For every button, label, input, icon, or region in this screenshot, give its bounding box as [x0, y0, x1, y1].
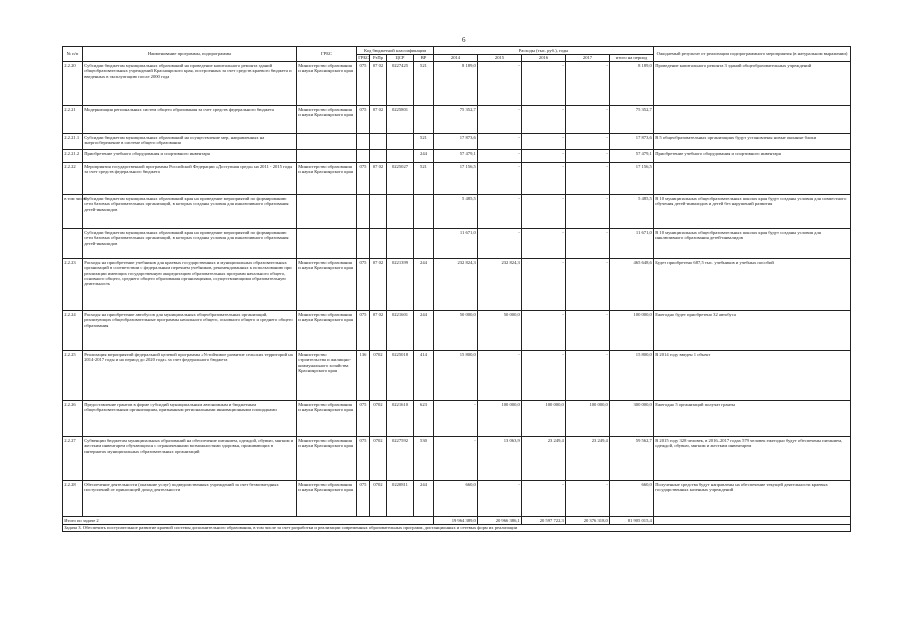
table-row: [63, 401, 851, 437]
row-result: Ежегодно 5 организаций получат гранты: [654, 401, 851, 437]
row-code-vr: 521: [414, 62, 434, 106]
row-grbs: Министерство образования и науки Красноярского края: [297, 311, 357, 351]
task-3-heading: Задача 3. Обеспечить поступательное развитие краевой системы дополнительного образования, в том числе за счет разработки и реализации современных образовательных программ, дистанционных и сетевых форм их реализации: [63, 524, 851, 532]
row-result: Ежегодно будет приобретено 32 автобуса: [654, 311, 851, 351]
row-code-rzpr: 07 02: [370, 311, 387, 351]
row-y2015: 232 824,3: [478, 259, 522, 311]
row-grbs: Министерство образования и науки Красноярского края: [297, 437, 357, 481]
row-code-grbs: 075: [357, 437, 370, 481]
row-grbs: Министерство образования и науки Красноярского края: [297, 62, 357, 106]
header-result: Ожидаемый результат от реализации подпрограммного мероприятия (в натуральном выражении): [654, 47, 851, 62]
table-row: [63, 163, 851, 195]
row-y2017: -: [566, 259, 610, 311]
row-total: 75 352,7: [610, 106, 654, 134]
row-total: 100 000,0: [610, 311, 654, 351]
row-result: [654, 106, 851, 134]
row-code-rzpr: 07 02: [370, 163, 387, 195]
row-code-csr: 0227592: [387, 437, 414, 481]
row-result: В 10 муниципальных общеобразовательных школах края будут созданы условия для совместного обучения детей-инвалидов и детей без нарушений развития: [654, 195, 851, 229]
row-result: [654, 163, 851, 195]
row-name: Субсидии бюджетам муниципальных образований на осуществление мер, направленных на энергосбережение в системе общего образования: [83, 134, 297, 150]
row-grbs: Министерство образования и науки Красноярского края: [297, 259, 357, 311]
row-code-grbs: [357, 134, 370, 150]
row-code-grbs: [357, 150, 370, 163]
row-y2016: -: [522, 150, 566, 163]
row-code-vr: 521: [414, 134, 434, 150]
row-code-vr: [414, 195, 434, 229]
row-code-csr: 0225018: [387, 351, 414, 401]
row-code-grbs: 075: [357, 401, 370, 437]
row-code-rzpr: [370, 150, 387, 163]
row-y2015: -: [478, 481, 522, 517]
row-y2016: -: [522, 259, 566, 311]
header-sub-grbs: ГРБС: [358, 55, 370, 61]
row-num: 2.2.21.1: [63, 134, 83, 150]
row-code-csr: 0225027: [387, 163, 414, 195]
row-code-grbs: 136: [357, 351, 370, 401]
row-total: 11 671,0: [610, 229, 654, 259]
budget-table: [62, 46, 851, 532]
row-y2015: -: [478, 150, 522, 163]
row-code-vr: 244: [414, 150, 434, 163]
row-code-rzpr: [370, 229, 387, 259]
row-y2015: -: [478, 62, 522, 106]
row-grbs: [297, 150, 357, 163]
row-y2016: 23 249,4: [522, 437, 566, 481]
row-y2017: -: [566, 195, 610, 229]
row-grbs: [297, 134, 357, 150]
row-code-vr: 244: [414, 311, 434, 351]
row-code-vr: [414, 106, 434, 134]
row-code-grbs: [357, 229, 370, 259]
row-result: Полученные средства будут направлены на обеспечение текущей деятельности краевых государственных казенных учреждений: [654, 481, 851, 517]
row-code-csr: 0221399: [387, 259, 414, 311]
row-code-grbs: 075: [357, 163, 370, 195]
row-result: Будет приобретено 687,5 тыс. учебников и учебных пособий: [654, 259, 851, 311]
row-y2014: 5 485,5: [434, 195, 478, 229]
row-result: Проведение капитального ремонта 3 зданий общеобразовательных учреждений: [654, 62, 851, 106]
row-total: 59 562,7: [610, 437, 654, 481]
table-row: [63, 311, 851, 351]
row-y2016: 100 000,0: [522, 401, 566, 437]
row-code-vr: 530: [414, 437, 434, 481]
row-code-rzpr: 0702: [370, 351, 387, 401]
totals-y2016: 20 597 722,3: [522, 517, 566, 525]
row-y2016: -: [522, 351, 566, 401]
row-grbs: Министерство образования и науки Красноярского края: [297, 163, 357, 195]
row-y2014: 232 824,3: [434, 259, 478, 311]
row-num: [63, 229, 83, 259]
row-num: 2.2.20: [63, 62, 83, 106]
totals-result-empty: [654, 517, 851, 525]
row-code-grbs: [357, 195, 370, 229]
row-y2015: 50 000,0: [478, 311, 522, 351]
row-name: Расходы на приобретение автобусов для муниципальных общеобразовательных организаций, реализующих общеобразовательные программы начального общего, основного общего и среднего общего образования: [83, 311, 297, 351]
row-y2017: -: [566, 62, 610, 106]
header-sub-rzpr: РзПр: [370, 54, 387, 62]
row-total: 465 648,6: [610, 259, 654, 311]
row-y2015: 100 000,0: [478, 401, 522, 437]
row-name: Обеспечение деятельности (оказание услуг) подведомственных учреждений за счет безвозмездных поступлений от приносящей доход деятельности: [83, 481, 297, 517]
row-total: 5 485,5: [610, 195, 654, 229]
totals-y2015: 20 966 386,1: [478, 517, 522, 525]
row-y2014: 660,0: [434, 481, 478, 517]
row-num: 2.2.21.2: [63, 150, 83, 163]
row-num: 2.2.21: [63, 106, 83, 134]
row-total: 8 189,0: [610, 62, 654, 106]
header-year-2017: 2017: [566, 54, 610, 62]
row-y2014: -: [434, 401, 478, 437]
row-y2017: -: [566, 351, 610, 401]
row-name: Субсидии бюджетам муниципальных образований края на проведение мероприятий по формированию сети базовых образовательных организаций, в которых созданы условия для инклюзивного образования детей-инвалидов: [83, 229, 297, 259]
row-y2015: -: [478, 106, 522, 134]
header-costs-group: Расходы (тыс. руб.), годы: [434, 47, 654, 55]
row-code-vr: 244: [414, 481, 434, 517]
row-num: 2.2.26: [63, 401, 83, 437]
row-grbs: Министерство образования и науки Красноярского края: [297, 401, 357, 437]
row-code-grbs: 075: [357, 62, 370, 106]
table-row: [63, 437, 851, 481]
row-y2017: 100 000,0: [566, 401, 610, 437]
row-code-csr: 0221610: [387, 401, 414, 437]
totals-total: 81 905 015,4: [610, 517, 654, 525]
row-code-grbs: 075: [357, 481, 370, 517]
row-code-rzpr: 0702: [370, 481, 387, 517]
row-y2015: -: [478, 134, 522, 150]
row-code-csr: 0227425: [387, 62, 414, 106]
row-y2016: -: [522, 481, 566, 517]
table-row: [63, 62, 851, 106]
row-num: 2.2.23: [63, 259, 83, 311]
row-code-vr: 414: [414, 351, 434, 401]
row-y2015: -: [478, 195, 522, 229]
row-code-vr: 244: [414, 259, 434, 311]
table-row: [63, 481, 851, 517]
row-y2016: -: [522, 134, 566, 150]
row-y2015: -: [478, 229, 522, 259]
row-name: Мероприятия государственной программы Российской Федерации «Доступная среда» на 2011 - 2015 годы за счет средств федерального бюджета: [83, 163, 297, 195]
row-code-rzpr: 07 02: [370, 62, 387, 106]
row-code-rzpr: [370, 195, 387, 229]
row-y2014: 17 156,5: [434, 163, 478, 195]
row-y2014: 75 352,7: [434, 106, 478, 134]
row-code-rzpr: 07 02: [370, 259, 387, 311]
row-grbs: [297, 195, 357, 229]
row-code-csr: 0221601: [387, 311, 414, 351]
row-y2016: -: [522, 195, 566, 229]
header-grbs: ГРБС: [297, 47, 357, 62]
row-y2017: -: [566, 163, 610, 195]
row-num: 2.2.28: [63, 481, 83, 517]
row-code-csr: [387, 150, 414, 163]
row-result: В 2015 году 328 человек, в 2016–2017 годах 579 человек ежегодно будут обеспечены питанием, одеждой, обувью, мягким и жестким инвентарем: [654, 437, 851, 481]
row-code-rzpr: 0702: [370, 437, 387, 481]
row-num: в том числе:: [63, 195, 83, 229]
header-sub-csr: ЦСР: [387, 54, 414, 62]
row-grbs: Министерство строительства и жилищно-коммунального хозяйства Красноярского края: [297, 351, 357, 401]
row-y2015: -: [478, 163, 522, 195]
row-name: Субсидии бюджетам муниципальных образований края на проведение мероприятий по формированию сети базовых образовательных организаций, в которых созданы условия для инклюзивного образования детей-инвалидов: [83, 195, 297, 229]
table-row: [63, 134, 851, 150]
totals-row: [63, 517, 851, 525]
row-num: 2.2.27: [63, 437, 83, 481]
task-row: [63, 524, 851, 532]
row-y2016: -: [522, 106, 566, 134]
row-y2016: -: [522, 163, 566, 195]
table-row: [63, 351, 851, 401]
row-code-rzpr: 0702: [370, 401, 387, 437]
header-code-group: Код бюджетной классификации: [357, 47, 434, 55]
row-result: Приобретение учебного оборудования и спортивного инвентаря: [654, 150, 851, 163]
header-num: № п/п: [63, 47, 83, 62]
totals-y2017: 20 376 318,0: [566, 517, 610, 525]
row-total: 15 800,0: [610, 351, 654, 401]
row-total: 17 873,6: [610, 134, 654, 150]
row-y2016: -: [522, 229, 566, 259]
row-grbs: Министерство образования и науки Красноярского края: [297, 481, 357, 517]
header-total: итого на период: [610, 54, 654, 62]
row-code-grbs: 075: [357, 106, 370, 134]
header-year-2015: 2015: [478, 54, 522, 62]
row-result: В 5 общеобразовательных организациях будут установлены новые оконные блоки: [654, 134, 851, 150]
row-code-vr: [414, 229, 434, 259]
page-number: 6: [462, 36, 466, 44]
row-grbs: [297, 229, 357, 259]
row-code-csr: 0220811: [387, 481, 414, 517]
header-name: Наименование программы, подпрограммы: [83, 47, 297, 62]
row-y2016: -: [522, 62, 566, 106]
header-sub-vr: ВР: [414, 54, 434, 62]
row-num: 2.2.24: [63, 311, 83, 351]
row-num: 2.2.25: [63, 351, 83, 401]
row-y2017: -: [566, 106, 610, 134]
row-name: Субсидии бюджетам муниципальных образований на проведение капитального ремонта зданий общеобразовательных учреждений Красноярского края, построенных за счет средств краевого бюджета и введенных в эксплуатацию после 2000 года: [83, 62, 297, 106]
row-y2016: -: [522, 311, 566, 351]
table-row: [63, 195, 851, 229]
totals-y2014: 19 964 389,0: [434, 517, 478, 525]
row-y2014: 50 000,0: [434, 311, 478, 351]
row-total: 660,0: [610, 481, 654, 517]
row-y2014: 17 873,6: [434, 134, 478, 150]
row-result: В 10 муниципальных общеобразовательных школах края будут созданы условия для инклюзивного образования детей-инвалидов: [654, 229, 851, 259]
row-code-rzpr: 07 02: [370, 106, 387, 134]
row-y2017: 23 249,4: [566, 437, 610, 481]
row-y2017: -: [566, 311, 610, 351]
row-name: Расходы на приобретение учебников для краевых государственных и муниципальных образовательных организаций в соответствии с федеральным перечнем учебников, рекомендованных к использованию при реализации имеющих государственную аккредитацию образовательных программ начального общего, основного общего, среднего общего образования организациями, осуществляющими образовательную деятельность: [83, 259, 297, 311]
row-name: Реализация мероприятий федеральной целевой программы «Устойчивое развитие сельских территорий на 2014-2017 годы и на период до 2020 года» за счет федерального бюджета: [83, 351, 297, 401]
header-year-2014: 2014: [434, 54, 478, 62]
row-total: 17 156,5: [610, 163, 654, 195]
row-code-csr: [387, 195, 414, 229]
row-result: В 2014 году введен 1 объект: [654, 351, 851, 401]
row-y2014: 11 671,0: [434, 229, 478, 259]
row-total: 57 479,1: [610, 150, 654, 163]
row-y2015: -: [478, 351, 522, 401]
row-y2017: -: [566, 229, 610, 259]
row-y2017: -: [566, 481, 610, 517]
header-year-2016: 2016: [522, 54, 566, 62]
row-code-grbs: 075: [357, 311, 370, 351]
row-code-vr: 521: [414, 163, 434, 195]
row-code-csr: [387, 134, 414, 150]
table-row: [63, 259, 851, 311]
row-total: 300 000,0: [610, 401, 654, 437]
row-y2017: -: [566, 150, 610, 163]
row-y2014: 8 189,0: [434, 62, 478, 106]
row-name: Приобретение учебного оборудования и спортивного инвентаря: [83, 150, 297, 163]
row-name: Предоставление грантов в форме субсидий муниципальным автономным и бюджетным общеобразовательным организациям, признанным региональными инновационными площадками: [83, 401, 297, 437]
table-row: [63, 150, 851, 163]
row-code-vr: 623: [414, 401, 434, 437]
row-y2017: -: [566, 134, 610, 150]
row-code-csr: [387, 229, 414, 259]
row-y2014: 15 800,0: [434, 351, 478, 401]
row-name: Модернизация региональных систем общего образования за счет средств федерального бюджета: [83, 106, 297, 134]
row-y2014: -: [434, 437, 478, 481]
row-y2015: 13 063,9: [478, 437, 522, 481]
table-row: [63, 106, 851, 134]
row-code-csr: 0225801: [387, 106, 414, 134]
row-grbs: Министерство образования и науки Красноярского края: [297, 106, 357, 134]
row-y2014: 57 479,1: [434, 150, 478, 163]
row-name: Субвенции бюджетам муниципальных образований на обеспечение питанием, одеждой, обувью, мягким и жестким инвентарем обучающихся с ограниченными возможностями здоровья, проживающих в интернатах муниципальных образовательных организаций: [83, 437, 297, 481]
totals-label: Итого по задаче 2: [63, 517, 434, 525]
row-code-rzpr: [370, 134, 387, 150]
row-num: 2.2.22: [63, 163, 83, 195]
row-code-grbs: 075: [357, 259, 370, 311]
table-row: [63, 229, 851, 259]
